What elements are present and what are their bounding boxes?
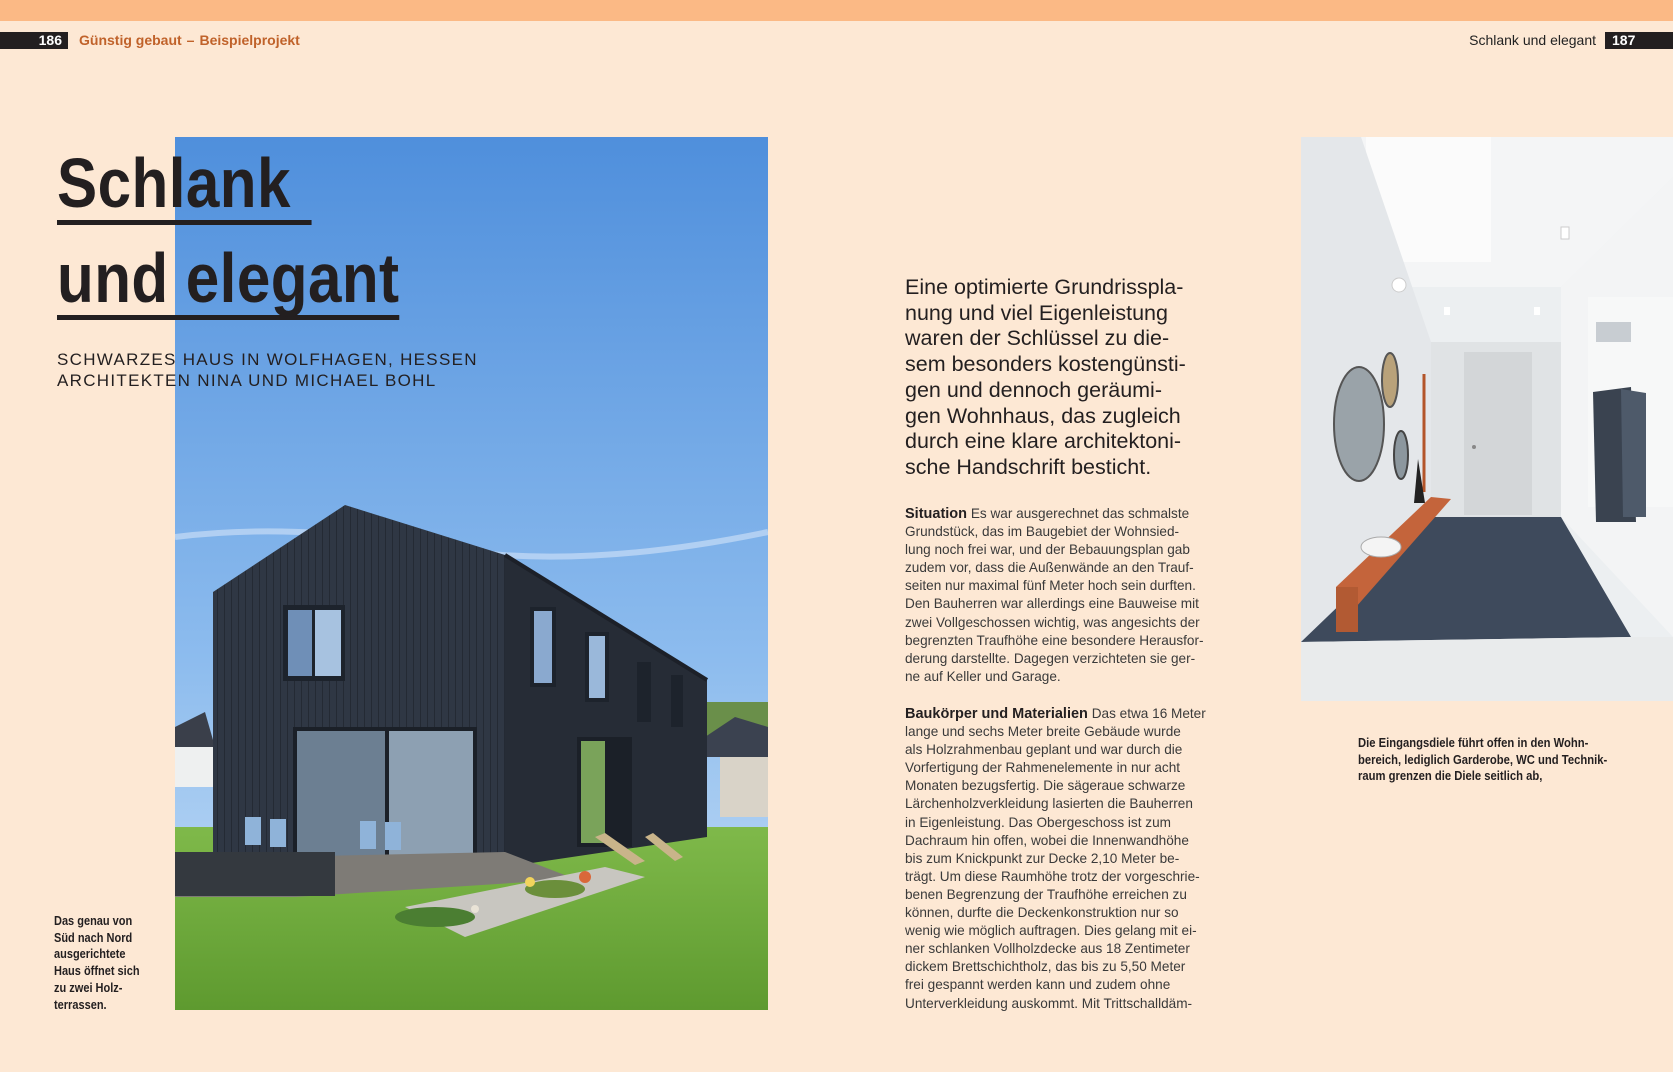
left-running-head [79, 32, 300, 49]
body-section-situation [905, 505, 1215, 686]
body-line: Das etwa 16 Meter [1091, 706, 1206, 721]
title-line-1: Schlank [57, 148, 312, 225]
body-line: als Holzrahmenbau geplant und war durch die [905, 742, 1183, 758]
lead-line: gen Wohnhaus, das zugleich [905, 403, 1181, 428]
body-line: Unterverkleidung auskommt. Mit Trittschalldäm- [905, 995, 1193, 1011]
body-line: Es war ausgerechnet das schmalste [970, 506, 1190, 521]
body-line: ner schlanken Vollholzdecke aus 18 Zentimeter [905, 941, 1190, 957]
article-subtitle [57, 349, 478, 391]
body-line: wenig wie möglich auftragen. Dies gelang mit ei- [905, 923, 1197, 939]
top-color-band [0, 0, 1673, 21]
body-line: zudem vor, dass die Außenwände an den Trauf- [905, 560, 1194, 576]
caption-line: Das genau von [54, 914, 133, 928]
body-line: bis zum Knickpunkt zur Decke 2,10 Meter be- [905, 850, 1180, 866]
body-line: lange und sechs Meter breite Gebäude wurde [905, 724, 1181, 740]
body-line: Grundstück, das im Baugebiet der Wohnsied- [905, 524, 1180, 540]
caption-line: zu zwei Holz- [54, 980, 123, 995]
caption-line: Die Eingangsdiele führt offen in den Wohn- [1358, 736, 1589, 750]
lead-line: sem besonders kostengünsti- [905, 352, 1186, 377]
body-line: Lärchenholzverkleidung lasierten die Bauherren [905, 796, 1193, 812]
lead-paragraph [905, 275, 1225, 481]
lead-line: sche Handschrift besticht. [905, 454, 1152, 479]
section-heading: Baukörper und Materialien [905, 706, 1088, 722]
caption-line: bereich, lediglich Garderobe, WC und Technik- [1358, 752, 1608, 767]
running-head-subsection: Beispielprojekt [199, 32, 300, 48]
body-line: trägt. Um diese Raumhöhe trotz der vorgeschrie- [905, 868, 1200, 884]
body-line: derung darstellte. Dagegen verzichteten sie ger- [905, 650, 1196, 666]
body-line: begrenzten Traufhöhe eine besondere Herausfor- [905, 632, 1204, 648]
caption-line: Süd nach Nord [54, 930, 133, 945]
running-head-separator: – [186, 32, 195, 48]
caption-line: raum grenzen die Diele seitlich ab, [1358, 769, 1543, 784]
photo-caption-right [1358, 735, 1648, 785]
body-line: Monaten bezugsfertig. Die sägeraue schwarze [905, 778, 1186, 794]
title-line-2: und elegant [57, 243, 400, 320]
body-line: Vorfertigung der Rahmenelemente in nur acht [905, 760, 1181, 776]
body-section-materials [905, 705, 1215, 1013]
subtitle-line: ARCHITEKTEN NINA UND MICHAEL BOHL [57, 371, 437, 390]
body-line: dickem Brettschichtholz, das bis zu 5,50 Meter [905, 959, 1186, 975]
lead-line: durch eine klare architektoni- [905, 429, 1182, 454]
body-line: lung noch frei war, und der Bebauungsplan gab [905, 542, 1190, 558]
body-line: benen Begrenzung der Traufhöhe erreichen zu [905, 886, 1187, 902]
entrance-hall-photo [1301, 137, 1673, 701]
left-page-number: 186 [0, 32, 68, 49]
body-line: seiten nur maximal fünf Meter hoch sein durften. [905, 578, 1196, 594]
body-line: ne auf Keller und Garage. [905, 668, 1061, 684]
right-page-number: 187 [1605, 32, 1673, 49]
section-heading: Situation [905, 506, 968, 522]
article-title [57, 140, 400, 330]
caption-line: Haus öffnet sich [54, 964, 140, 979]
body-line: zwei Vollgeschossen wichtig, was angesichts der [905, 614, 1200, 630]
lead-line: gen und dennoch geräumi- [905, 377, 1162, 402]
body-line: können, durfte die Deckenkonstruktion nur so [905, 905, 1179, 921]
lead-line: Eine optimierte Grundrisspla- [905, 275, 1184, 299]
running-head-section: Günstig gebaut [79, 32, 182, 48]
lead-line: nung und viel Eigenleistung [905, 300, 1168, 325]
subtitle-line: SCHWARZES HAUS IN WOLFHAGEN, HESSEN [57, 350, 478, 369]
body-line: Dachraum hin offen, wobei die Innenwandhöhe [905, 832, 1189, 848]
right-running-head: Schlank und elegant [1469, 32, 1596, 48]
body-line: in Eigenleistung. Das Obergeschoss ist zum [905, 814, 1171, 830]
caption-line: ausgerichtete [54, 947, 126, 962]
photo-caption-left [54, 913, 142, 1013]
caption-line: terrassen. [54, 997, 107, 1012]
lead-line: waren der Schlüssel zu die- [905, 326, 1170, 351]
body-line: Den Bauherren war allerdings eine Bauweise mit [905, 596, 1199, 612]
body-line: frei gespannt werden kann und zudem ohne [905, 977, 1171, 993]
